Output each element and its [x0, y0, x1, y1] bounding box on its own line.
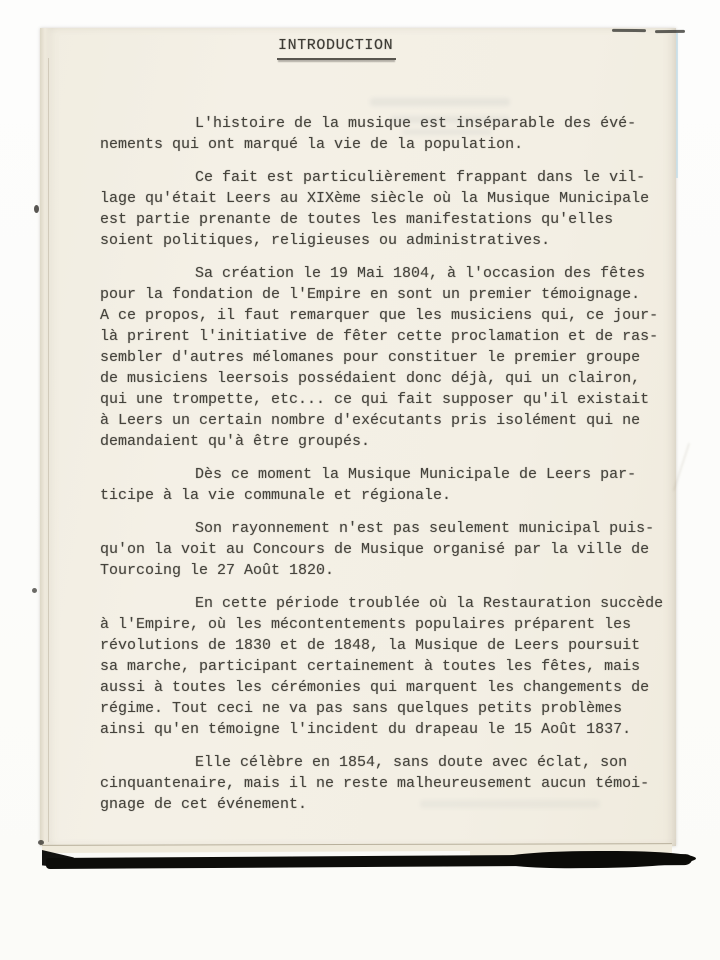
text-line: ticipe à la vie communale et régionale.	[100, 487, 452, 504]
text-line: qu'on la voit au Concours de Musique organisé par la ville de	[100, 541, 650, 558]
text-line: à Leers un certain nombre d'exécutants pris isolément qui ne	[100, 412, 641, 429]
text-line: ainsi qu'en témoigne l'incident du drapeau le 15 Août 1837.	[100, 721, 632, 738]
paragraph	[100, 518, 658, 581]
paragraph	[100, 593, 664, 740]
text-line: qui une trompette, etc... ce qui fait supposer qu'il existait	[100, 391, 650, 408]
text-line: Tourcoing le 27 Août 1820.	[100, 562, 335, 579]
top-edge-mark	[655, 30, 685, 33]
text-line: En cette période troublée où la Restauration succède	[195, 595, 664, 612]
paragraph	[100, 263, 658, 452]
text-line: A ce propos, il faut remarquer que les musiciens qui, ce jour-	[100, 307, 659, 324]
paper-crease	[673, 443, 720, 503]
bleed-through-smudge	[402, 129, 492, 135]
text-line: Elle célèbre en 1854, sans doute avec éclat, son	[195, 754, 628, 771]
page-title: INTRODUCTION	[277, 36, 396, 60]
text-line: pour la fondation de l'Empire en sont un premier témoignage.	[100, 286, 641, 303]
bleed-through-smudge	[420, 800, 600, 808]
ink-speck	[32, 588, 37, 593]
top-edge-mark	[612, 29, 646, 32]
ink-speck	[38, 840, 44, 845]
text-line: Ce fait est particulièrement frappant dans le vil-	[195, 169, 646, 186]
text-line: à l'Empire, où les mécontentements populaires préparent les	[100, 616, 632, 633]
text-line: gnage de cet événement.	[100, 796, 308, 813]
text-line: est partie prenante de toutes les manifestations qu'elles	[100, 211, 614, 228]
paragraph	[100, 464, 658, 506]
paper-sheet	[40, 28, 676, 846]
text-line: régime. Tout ceci ne va pas sans quelques petits problèmes	[100, 700, 623, 717]
text-line: Son rayonnement n'est pas seulement municipal puis-	[195, 520, 655, 537]
text-line: cinquantenaire, mais il ne reste malheureusement aucun témoi-	[100, 775, 650, 792]
page-content	[40, 28, 676, 846]
document-body	[100, 113, 664, 815]
ink-speck	[34, 205, 39, 213]
text-line: sembler d'autres mélomanes pour constituer le premier groupe	[100, 349, 641, 366]
text-line: lage qu'était Leers au XIXème siècle où la Musique Municipale	[100, 190, 650, 207]
bleed-through-smudge	[370, 98, 510, 106]
text-line: demandaient qu'à être groupés.	[100, 433, 371, 450]
bleed-through-smudge	[390, 116, 510, 123]
text-line: aussi à toutes les cérémonies qui marquent les changements de	[100, 679, 650, 696]
text-line: là prirent l'initiative de fêter cette proclamation et de ras-	[100, 328, 659, 345]
text-line: Dès ce moment la Musique Municipale de Leers par-	[195, 466, 637, 483]
title-wrap	[277, 36, 658, 60]
text-line: soient politiques, religieuses ou administratives.	[100, 232, 551, 249]
text-line: sa marche, participant certainement à toutes les fêtes, mais	[100, 658, 641, 675]
text-line: révolutions de 1830 et de 1848, la Musique de Leers poursuit	[100, 637, 641, 654]
text-line: nements qui ont marqué la vie de la population.	[100, 136, 524, 153]
text-line: de musiciens leersois possédaient donc déjà, qui un clairon,	[100, 370, 641, 387]
text-line: L'histoire de la musique est inséparable des évé-	[195, 115, 637, 132]
paragraph	[100, 167, 658, 251]
text-line: Sa création le 19 Mai 1804, à l'occasion des fêtes	[195, 265, 646, 282]
paragraph	[100, 113, 658, 155]
scan-shadow-band-right	[500, 850, 696, 869]
scanner-edge-artifact	[676, 33, 678, 178]
